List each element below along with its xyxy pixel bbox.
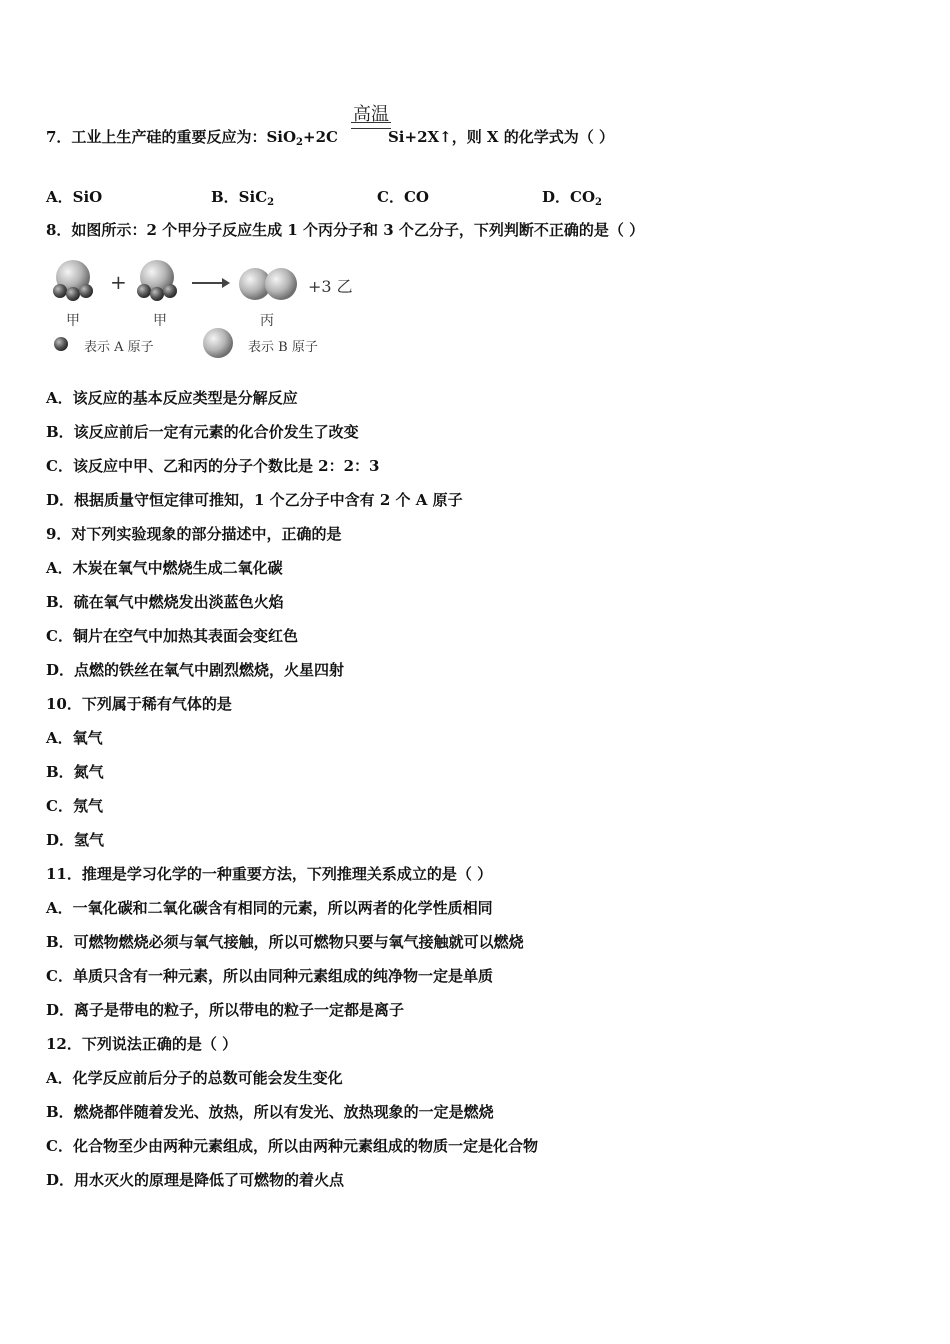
plus-sign: + <box>110 270 127 294</box>
q12-stem: 12．下列说法正确的是（ ） <box>46 1035 238 1053</box>
reaction-arrow-icon <box>192 278 230 288</box>
q10-stem: 10．下列属于稀有气体的是 <box>46 695 232 713</box>
jia-molecule-2 <box>137 260 177 301</box>
reaction-diagram <box>46 256 376 366</box>
q8-option-a[interactable]: A．该反应的基本反应类型是分解反应 <box>46 389 298 407</box>
legend-b-label: 表示 B 原子 <box>248 340 318 355</box>
legend-a-label: 表示 A 原子 <box>84 340 154 355</box>
q12-option-d[interactable]: D．用水灭火的原理是降低了可燃物的着火点 <box>46 1171 345 1189</box>
q9-option-c[interactable]: C．铜片在空气中加热其表面会变红色 <box>46 627 298 645</box>
q9-option-d[interactable]: D．点燃的铁丝在氧气中剧烈燃烧，火星四射 <box>46 661 345 679</box>
plus-three-yi: +3 乙 <box>308 277 353 296</box>
q7-subscript: 2 <box>296 137 304 148</box>
q7-option-b[interactable]: B．SiC$_2$ <box>211 188 275 208</box>
q7-text-mid: +2C <box>303 128 338 146</box>
q12-option-a[interactable]: A．化学反应前后分子的总数可能会发生变化 <box>46 1069 343 1087</box>
q8-stem: 8．如图所示：2 个甲分子反应生成 1 个丙分子和 3 个乙分子，下列判断不正确的是（ ） <box>46 221 645 239</box>
q9-option-b[interactable]: B．硫在氧气中燃烧发出淡蓝色火焰 <box>46 593 284 611</box>
legend-a-atom-icon <box>54 337 68 351</box>
label-bing: 丙 <box>260 313 274 329</box>
q11-option-d[interactable]: D．离子是带电的粒子，所以带电的粒子一定都是离子 <box>46 1001 405 1019</box>
legend-b-atom-icon <box>203 328 233 358</box>
q10-option-d[interactable]: D．氢气 <box>46 831 105 849</box>
q11-option-a[interactable]: A．一氧化碳和二氧化碳含有相同的元素，所以两者的化学性质相同 <box>46 899 493 917</box>
q10-option-b[interactable]: B．氮气 <box>46 763 104 781</box>
q8-option-d[interactable]: D．根据质量守恒定律可推知，1 个乙分子中含有 2 个 A 原子 <box>46 491 463 509</box>
q12-option-b[interactable]: B．燃烧都伴随着发光、放热，所以有发光、放热现象的一定是燃烧 <box>46 1103 494 1121</box>
q7-options <box>46 186 746 206</box>
q9-stem: 9．对下列实验现象的部分描述中，正确的是 <box>46 525 342 543</box>
q11-option-c[interactable]: C．单质只含有一种元素，所以由同种元素组成的纯净物一定是单质 <box>46 967 493 985</box>
q7-option-c[interactable]: C．CO <box>377 188 429 206</box>
q9-option-a[interactable]: A．木炭在氧气中燃烧生成二氧化碳 <box>46 559 283 577</box>
q7-text-after: Si+2X↑，则 X 的化学式为（ ） <box>387 128 615 146</box>
label-jia-1: 甲 <box>66 313 80 329</box>
q8-option-b[interactable]: B．该反应前后一定有元素的化合价发生了改变 <box>46 423 359 441</box>
q11-stem: 11．推理是学习化学的一种重要方法，下列推理关系成立的是（ ） <box>46 865 493 883</box>
q7-option-a[interactable]: A．SiO <box>46 188 103 206</box>
q10-option-c[interactable]: C．氖气 <box>46 797 103 815</box>
q12-option-c[interactable]: C．化合物至少由两种元素组成，所以由两种元素组成的物质一定是化合物 <box>46 1137 538 1155</box>
q10-option-a[interactable]: A．氧气 <box>46 729 103 747</box>
q11-option-b[interactable]: B．可燃物燃烧必须与氧气接触，所以可燃物只要与氧气接触就可以燃烧 <box>46 933 524 951</box>
molecule-figure <box>46 256 376 366</box>
q8-option-c[interactable]: C．该反应中甲、乙和丙的分子个数比是 2：2：3 <box>46 457 380 475</box>
q7-stem <box>46 127 614 153</box>
q7-text-before: 7．工业上生产硅的重要反应为：SiO <box>46 128 297 146</box>
q7-option-d[interactable]: D．$CO_2$ <box>542 188 602 208</box>
label-jia-2: 甲 <box>153 313 167 329</box>
bing-molecule <box>239 268 297 300</box>
reaction-condition: 高温 <box>353 104 389 125</box>
jia-molecule-1 <box>53 260 93 301</box>
